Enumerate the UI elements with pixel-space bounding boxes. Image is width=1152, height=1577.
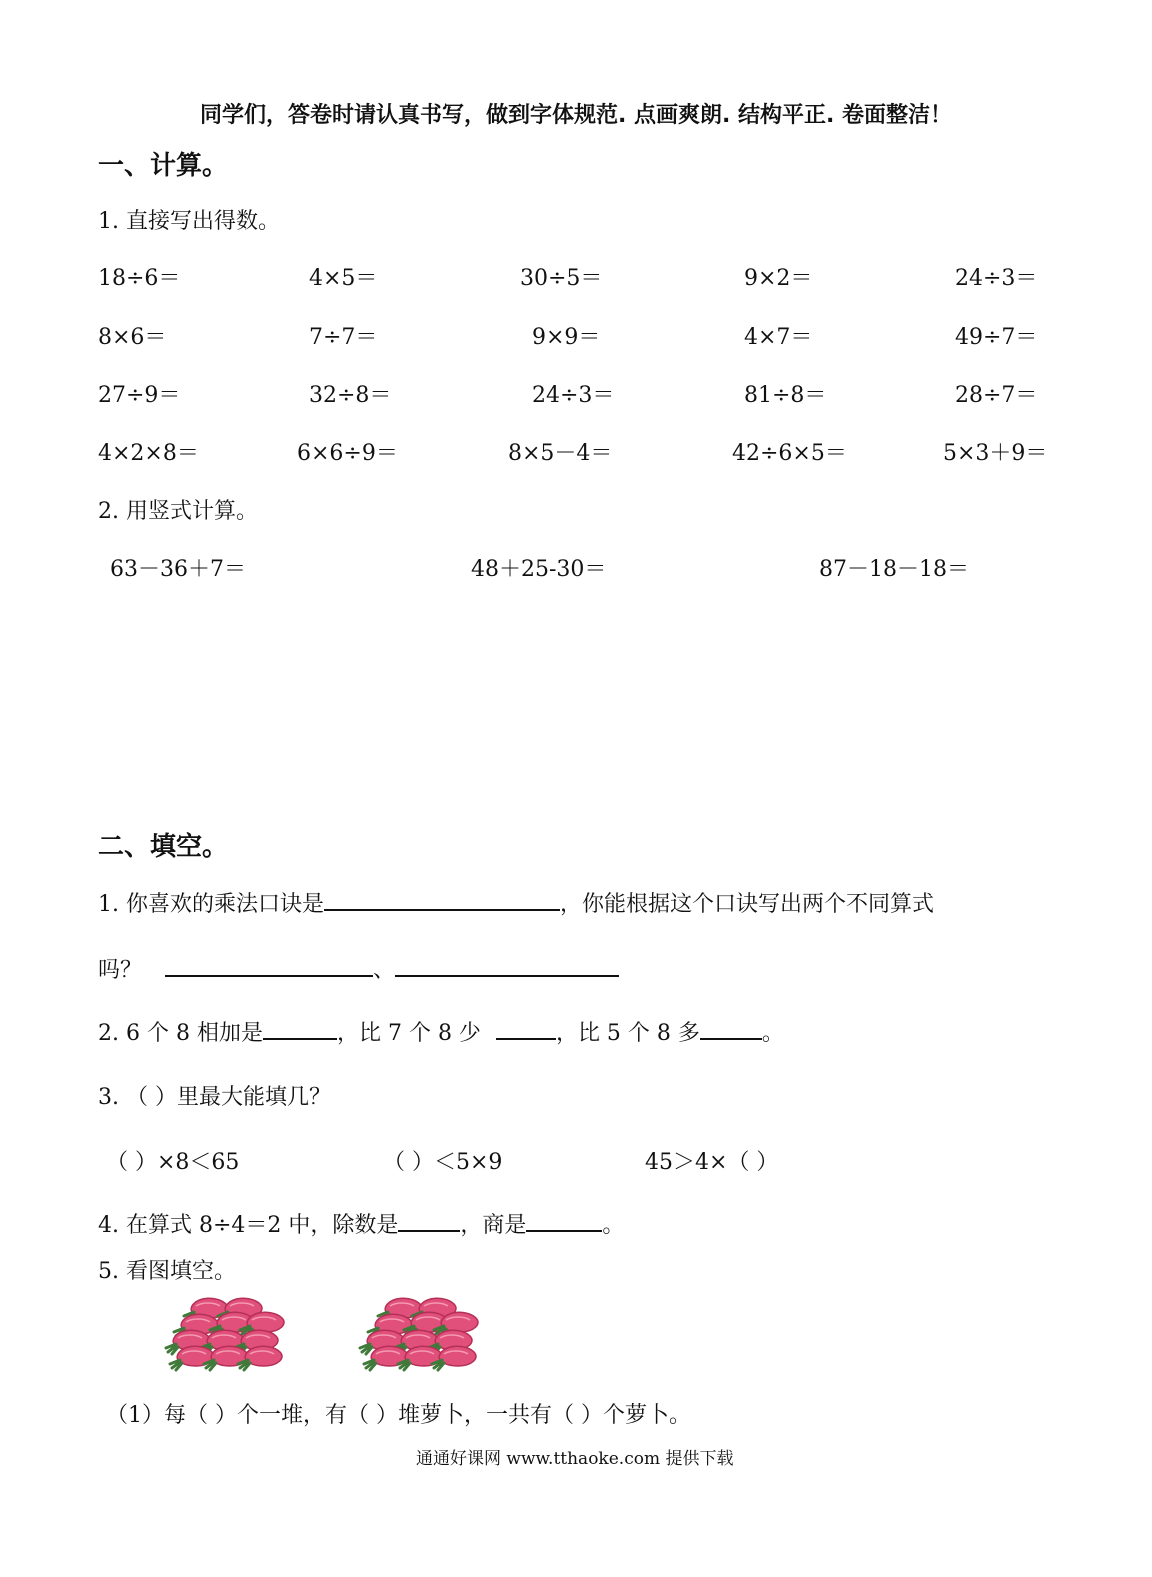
oral-expr: 8×6＝ bbox=[98, 325, 167, 350]
answer-blank[interactable] bbox=[395, 953, 619, 977]
fill1-text-a: 1. 你喜欢的乘法口诀是 bbox=[98, 892, 324, 917]
fill2-text-a: 2. 6 个 8 相加是 bbox=[98, 1021, 263, 1046]
fill3-label: 3. （ ）里最大能填几？ bbox=[98, 1085, 331, 1110]
fill4-text-c: 。 bbox=[602, 1213, 625, 1238]
answer-blank[interactable] bbox=[263, 1016, 337, 1040]
fill5-sub1: （1）每（ ）个一堆，有（ ）堆萝卜，一共有（ ）个萝卜。 bbox=[106, 1403, 691, 1428]
fill5-label: 5. 看图填空。 bbox=[98, 1259, 236, 1284]
fill1-line2 bbox=[98, 953, 619, 984]
fill1-text-c: 吗？ bbox=[98, 958, 143, 983]
oral-expr: 6×6÷9＝ bbox=[297, 441, 398, 466]
fill1-text-b: ，你能根据这个口诀写出两个不同算式 bbox=[559, 892, 934, 917]
radish-pile-1 bbox=[162, 1294, 292, 1374]
fill4-text-a: 4. 在算式 8÷4＝2 中，除数是 bbox=[98, 1213, 399, 1238]
answer-blank[interactable] bbox=[398, 1208, 460, 1232]
oral-expr: 30÷5＝ bbox=[520, 266, 603, 291]
answer-blank[interactable] bbox=[496, 1016, 556, 1040]
fill2-text-d: 。 bbox=[761, 1021, 784, 1046]
notice-text: 同学们，答卷时请认真书写，做到字体规范. 点画爽朗. 结构平正. 卷面整洁！ bbox=[199, 103, 953, 128]
q1-label: 1. 直接写出得数。 bbox=[98, 209, 280, 234]
oral-expr: 28÷7＝ bbox=[955, 383, 1038, 408]
oral-expr: 9×9＝ bbox=[532, 325, 601, 350]
fill4-line bbox=[98, 1208, 624, 1239]
vertical-calc-expr: 87－18－18＝ bbox=[819, 557, 969, 582]
oral-expr: 9×2＝ bbox=[744, 266, 813, 291]
oral-expr: 5×3＋9＝ bbox=[943, 441, 1048, 466]
oral-expr: 42÷6×5＝ bbox=[732, 441, 847, 466]
compare-expr: （ ）×8＜65 bbox=[106, 1150, 240, 1175]
oral-expr: 4×5＝ bbox=[309, 266, 378, 291]
vertical-calc-expr: 48＋25-30＝ bbox=[471, 557, 607, 582]
footer-text: 通通好课网 www.tthaoke.com 提供下载 bbox=[416, 1449, 734, 1469]
radish-pile-2 bbox=[356, 1294, 486, 1374]
fill1-sep: 、 bbox=[373, 958, 396, 983]
section1-title: 一、计算。 bbox=[98, 151, 229, 181]
fill2-line bbox=[98, 1016, 784, 1047]
q2-label: 2. 用竖式计算。 bbox=[98, 499, 258, 524]
oral-expr: 24÷3＝ bbox=[532, 383, 615, 408]
compare-expr: 45＞4×（ ） bbox=[645, 1150, 779, 1175]
oral-expr: 4×2×8＝ bbox=[98, 441, 199, 466]
oral-expr: 18÷6＝ bbox=[98, 266, 181, 291]
oral-expr: 81÷8＝ bbox=[744, 383, 827, 408]
answer-blank[interactable] bbox=[526, 1208, 602, 1232]
compare-expr: （ ）＜5×9 bbox=[383, 1150, 503, 1175]
oral-expr: 8×5－4＝ bbox=[508, 441, 613, 466]
fill2-text-b: ，比 7 个 8 少 bbox=[336, 1021, 481, 1046]
fill4-text-b: ，商是 bbox=[460, 1213, 527, 1238]
fill1-line1 bbox=[98, 887, 934, 918]
answer-blank[interactable] bbox=[324, 887, 560, 911]
oral-expr: 49÷7＝ bbox=[955, 325, 1038, 350]
answer-blank[interactable] bbox=[165, 953, 373, 977]
oral-expr: 4×7＝ bbox=[744, 325, 813, 350]
oral-expr: 32÷8＝ bbox=[309, 383, 392, 408]
answer-blank[interactable] bbox=[700, 1016, 762, 1040]
fill2-text-c: ，比 5 个 8 多 bbox=[555, 1021, 700, 1046]
oral-expr: 27÷9＝ bbox=[98, 383, 181, 408]
oral-expr: 24÷3＝ bbox=[955, 266, 1038, 291]
oral-expr: 7÷7＝ bbox=[309, 325, 378, 350]
vertical-calc-expr: 63－36＋7＝ bbox=[110, 557, 246, 582]
section2-title: 二、填空。 bbox=[98, 832, 229, 862]
